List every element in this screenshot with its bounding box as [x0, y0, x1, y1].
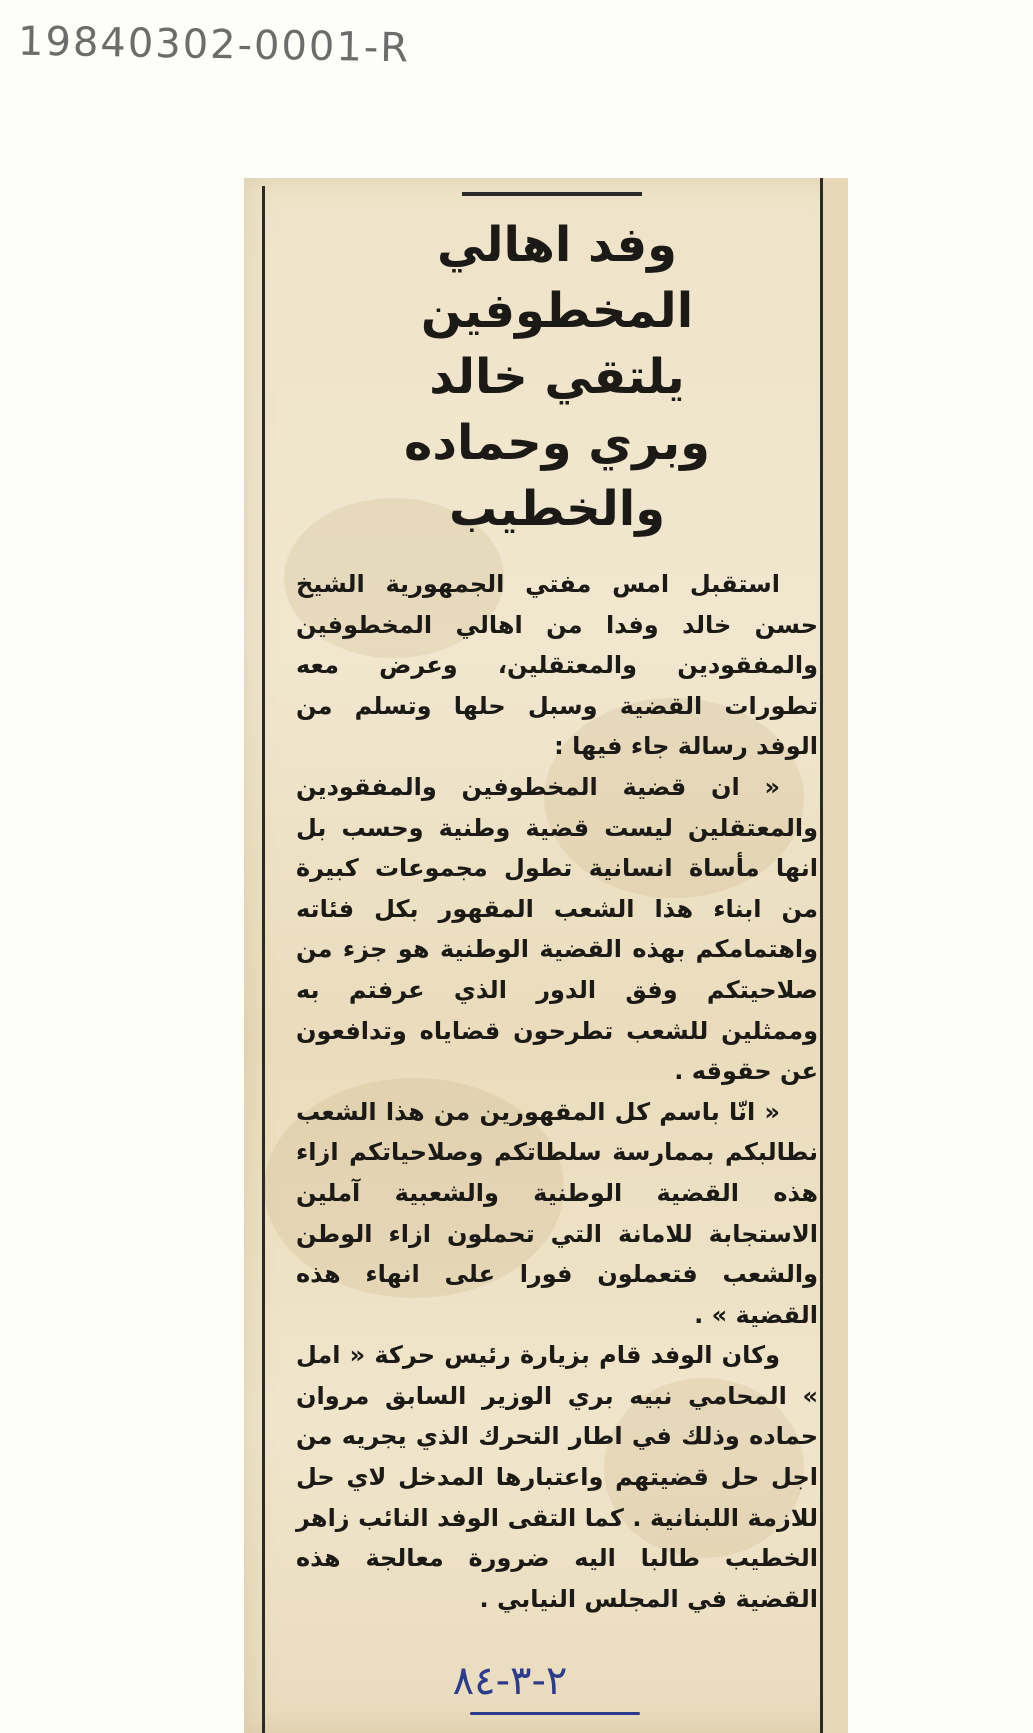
headline-line-1: وفد اهالي المخطوفين [420, 217, 694, 339]
headline-line-2: يلتقي خالد [429, 349, 685, 405]
adjacent-column-strip [823, 178, 848, 1733]
date-underline [470, 1712, 640, 1715]
top-rule [462, 192, 642, 196]
paragraph-2: « ان قضية المخطوفين والمفقودين والمعتقلين ليست قضية وطنية وحسب بل انها مأساة انسانية تطول مجموعات كبيرة من ابناء هذا الشعب المقهور بكل فئاته واهتمامكم بهذه القضية الوطنية هو جزء من صلاحيتكم وفق الدور الذي عرفتم به وممثلين للشعب تطرحون قضاياه وتدافعون عن حقوقه . [296, 772, 818, 1086]
column-rule-left [262, 186, 265, 1733]
paragraph-3: « انّا باسم كل المقهورين من هذا الشعب نطالبكم بممارسة سلطاتكم وصلاحياتكم ازاء هذه القضية الوطنية والشعبية آملين الاستجابة للامانة التي تحملون ازاء الوطن والشعب فتعملون فورا على انهاء هذه القضية » . [296, 1097, 818, 1329]
headline-line-3: وبري وحماده والخطيب [403, 415, 711, 537]
article-body [296, 564, 818, 1619]
paragraph-4: وكان الوفد قام بزيارة رئيس حركة « امل » المحامي نبيه بري الوزير السابق مروان حماده وذلك في اطار التحرك الذي يجريه من اجل حل قضيتهم واعتبارها المدخل لاي حل للازمة اللبنانية . كما التقى الوفد النائب زاهر الخطيب طالبا اليه ضرورة معالجة هذه القضية في المجلس النيابي . [296, 1341, 818, 1613]
headline [296, 212, 818, 542]
handwritten-date: ٢-٣-٨٤ [452, 1658, 568, 1704]
paragraph-1: استقبل امس مفتي الجمهورية الشيخ حسن خالد وفدا من اهالي المخطوفين والمفقودين والمعتقلين، وعرض معه تطورات القضية وسبل حلها وتسلم من الوفد رسالة جاء فيها : [296, 570, 818, 761]
article [296, 212, 818, 1619]
archive-reference-number: 19840302-0001-R [17, 18, 411, 72]
column-rule-right [820, 178, 823, 1733]
